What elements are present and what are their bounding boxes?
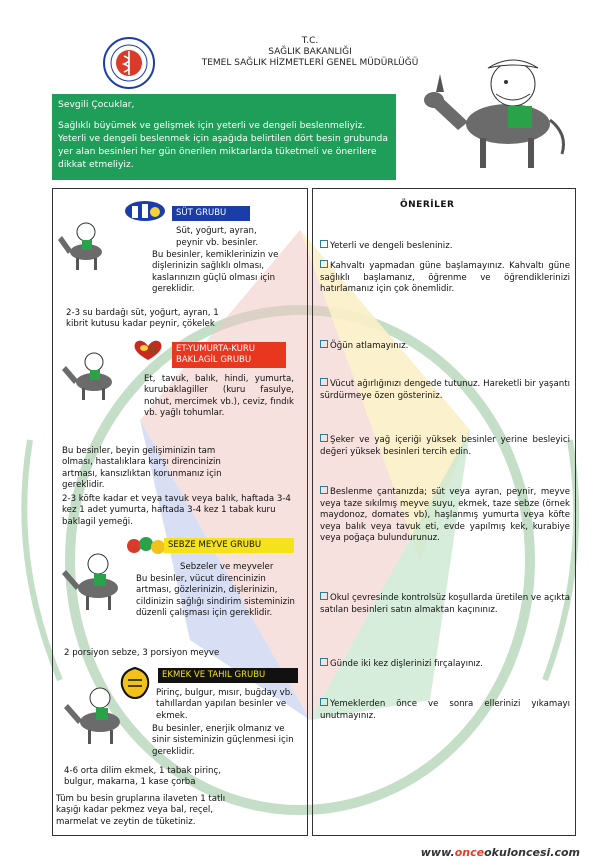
donkey-icon-vegetable	[60, 546, 126, 612]
suggestion-text: Vücut ağırlığınızı dengede tutunuz. Hareketli bir yaşantı sürdürmeye özen gösteriniz.	[320, 379, 570, 401]
checkbox-icon	[320, 658, 328, 666]
vegetable-group-title: SEBZE MEYVE GRUBU	[164, 538, 294, 553]
suggestion-item	[320, 260, 570, 296]
header-line-1: T.C.	[301, 36, 319, 46]
checkbox-icon	[320, 240, 328, 248]
suggestion-text: Kahvaltı yapmadan güne başlamayınız. Kahvaltı güne sağlıklı başlamanız, öğrenme ve öğrendiklerinizi hatırlamanız için çok önemlidir.	[320, 261, 570, 295]
suggestion-item	[320, 486, 570, 545]
footer-highlight: once	[454, 846, 485, 859]
footer-suffix: okuloncesi.com	[484, 846, 580, 859]
suggestion-text: Yeterli ve dengeli besleniniz.	[330, 241, 453, 251]
suggestion-item	[320, 698, 570, 722]
milk-amount: 2-3 su bardağı süt, yoğurt, ayran, 1 kibrit kutusu kadar peynir, çökelek	[66, 308, 219, 330]
closing-note: Tüm bu besin gruplarına ilaveten 1 tatlı kaşığı kadar pekmez veya bal, reçel, marmelat ve zeytin de tüketiniz.	[56, 794, 226, 827]
milk-line-2: peynir vb. besinler.	[176, 238, 259, 248]
milk-group-title: SÜT GRUBU	[172, 206, 250, 221]
intro-body: Sağlıklı büyümek ve gelişmek için yeterli ve dengeli beslenmeliyiz. Yeterli ve dengeli beslenmek için aşağıda belirtilen dört besin grubunda yer alan besinleri her gün önerilen miktarlarda tüketmeli ve önerilere dikkat etmeliyiz.	[58, 120, 388, 170]
checkbox-icon	[320, 260, 328, 268]
meat-description: Bu besinler, beyin gelişiminizin tam olması, hastalıklara karşı direncinizin artması, kansızlıktan korunmanız için gereklidir.	[62, 446, 222, 491]
suggestion-text: Okul çevresinde kontrolsüz koşullarda üretilen ve açıkta satılan besinleri satın almaktan kaçınınız.	[320, 593, 570, 615]
vegetable-line-1: Sebzeler ve meyveler	[180, 562, 274, 572]
suggestion-text: Yemeklerden önce ve sonra ellerinizi yıkamayı unutmayınız.	[320, 699, 570, 721]
checkbox-icon	[320, 698, 328, 706]
meat-egg-icon	[128, 338, 168, 362]
suggestion-text: Öğün atlamayınız.	[330, 341, 409, 351]
vegetable-description: Bu besinler, vücut direncinizin artması, gözlerinizin, dişlerinizin, cildinizin sağlığı sindirim sisteminizin düzenli çalışması için gereklidir.	[136, 574, 295, 619]
checkbox-icon	[320, 378, 328, 386]
donkey-icon-meat	[60, 346, 118, 402]
page-header	[180, 36, 440, 69]
ministry-logo-icon	[102, 36, 156, 90]
vegetable-amount: 2 porsiyon sebze, 3 porsiyon meyve	[64, 648, 220, 658]
checkbox-icon	[320, 340, 328, 348]
website-link[interactable]	[421, 846, 580, 859]
footer-prefix: www.	[420, 846, 455, 859]
checkbox-icon	[320, 486, 328, 494]
milk-bottle-icon	[124, 200, 166, 222]
milk-line-1: Süt, yoğurt, ayran,	[176, 226, 257, 236]
suggestions-title: ÖNERİLER	[400, 200, 455, 210]
donkey-icon-milk	[56, 214, 106, 272]
grain-items: Pirinç, bulgur, mısır, buğday vb. tahıllardan yapılan besinler ve ekmek.	[156, 688, 293, 721]
suggestion-item	[320, 592, 570, 616]
suggestion-text: Beslenme çantanızda; süt veya ayran, peynir, meyve veya taze sıkılmış meyve suyu, ekmek, taze sebze (örnek maydonoz, domates vb), haşlanmış yumurta veya köfte veya balık veya tavuk eti, evde yapılmış kek, kurabiye veya poğaça bulundurunuz.	[320, 487, 570, 544]
suggestion-text: Şeker ve yağ içeriği yüksek besinler yerine besleyici değeri yüksek besinleri tercih edin.	[320, 435, 570, 457]
suggestion-item	[320, 378, 570, 402]
donkey-rider-illustration	[418, 44, 578, 174]
suggestion-item	[320, 658, 570, 671]
intro-box	[52, 94, 396, 180]
header-line-2: SAĞLIK BAKANLIĞI	[268, 47, 352, 57]
intro-greeting: Sevgili Çocuklar,	[58, 99, 135, 110]
meat-amount: 2-3 köfte kadar et veya tavuk veya balık, haftada 3-4 kez 1 adet yumurta, haftada 3-4 kez 1 tabak kuru baklagil yemeği.	[62, 494, 291, 527]
suggestion-item	[320, 340, 570, 353]
meat-items: Et, tavuk, balık, hindi, yumurta, kurubaklagiller (kuru fasulye, nohut, mercimek vb.), ceviz, fındık vb. yağlı tohumlar.	[144, 374, 294, 419]
checkbox-icon	[320, 592, 328, 600]
bread-grain-icon	[118, 666, 152, 700]
suggestion-item	[320, 434, 570, 458]
suggestion-text: Günde iki kez dişlerinizi fırçalayınız.	[330, 659, 484, 669]
checkbox-icon	[320, 434, 328, 442]
header-line-3: TEMEL SAĞLIK HİZMETLERİ GENEL MÜDÜRLÜĞÜ	[201, 58, 419, 68]
grain-description: Bu besinler, enerjik olmanız ve sinir sisteminizin güçlenmesi için gereklidir.	[152, 724, 294, 757]
milk-description: Bu besinler, kemiklerinizin ve dişlerinizin sağlıklı olması, kaslarınızın güçlü olması için gereklidir.	[152, 250, 279, 295]
suggestion-item	[320, 240, 570, 253]
grain-group-title: EKMEK VE TAHIL GRUBU	[158, 668, 298, 683]
grain-amount: 4-6 orta dilim ekmek, 1 tabak pirinç, bulgur, makarna, 1 kase çorba	[64, 766, 221, 788]
meat-group-title: ET-YUMURTA-KURU BAKLAGİL GRUBU	[172, 342, 286, 368]
